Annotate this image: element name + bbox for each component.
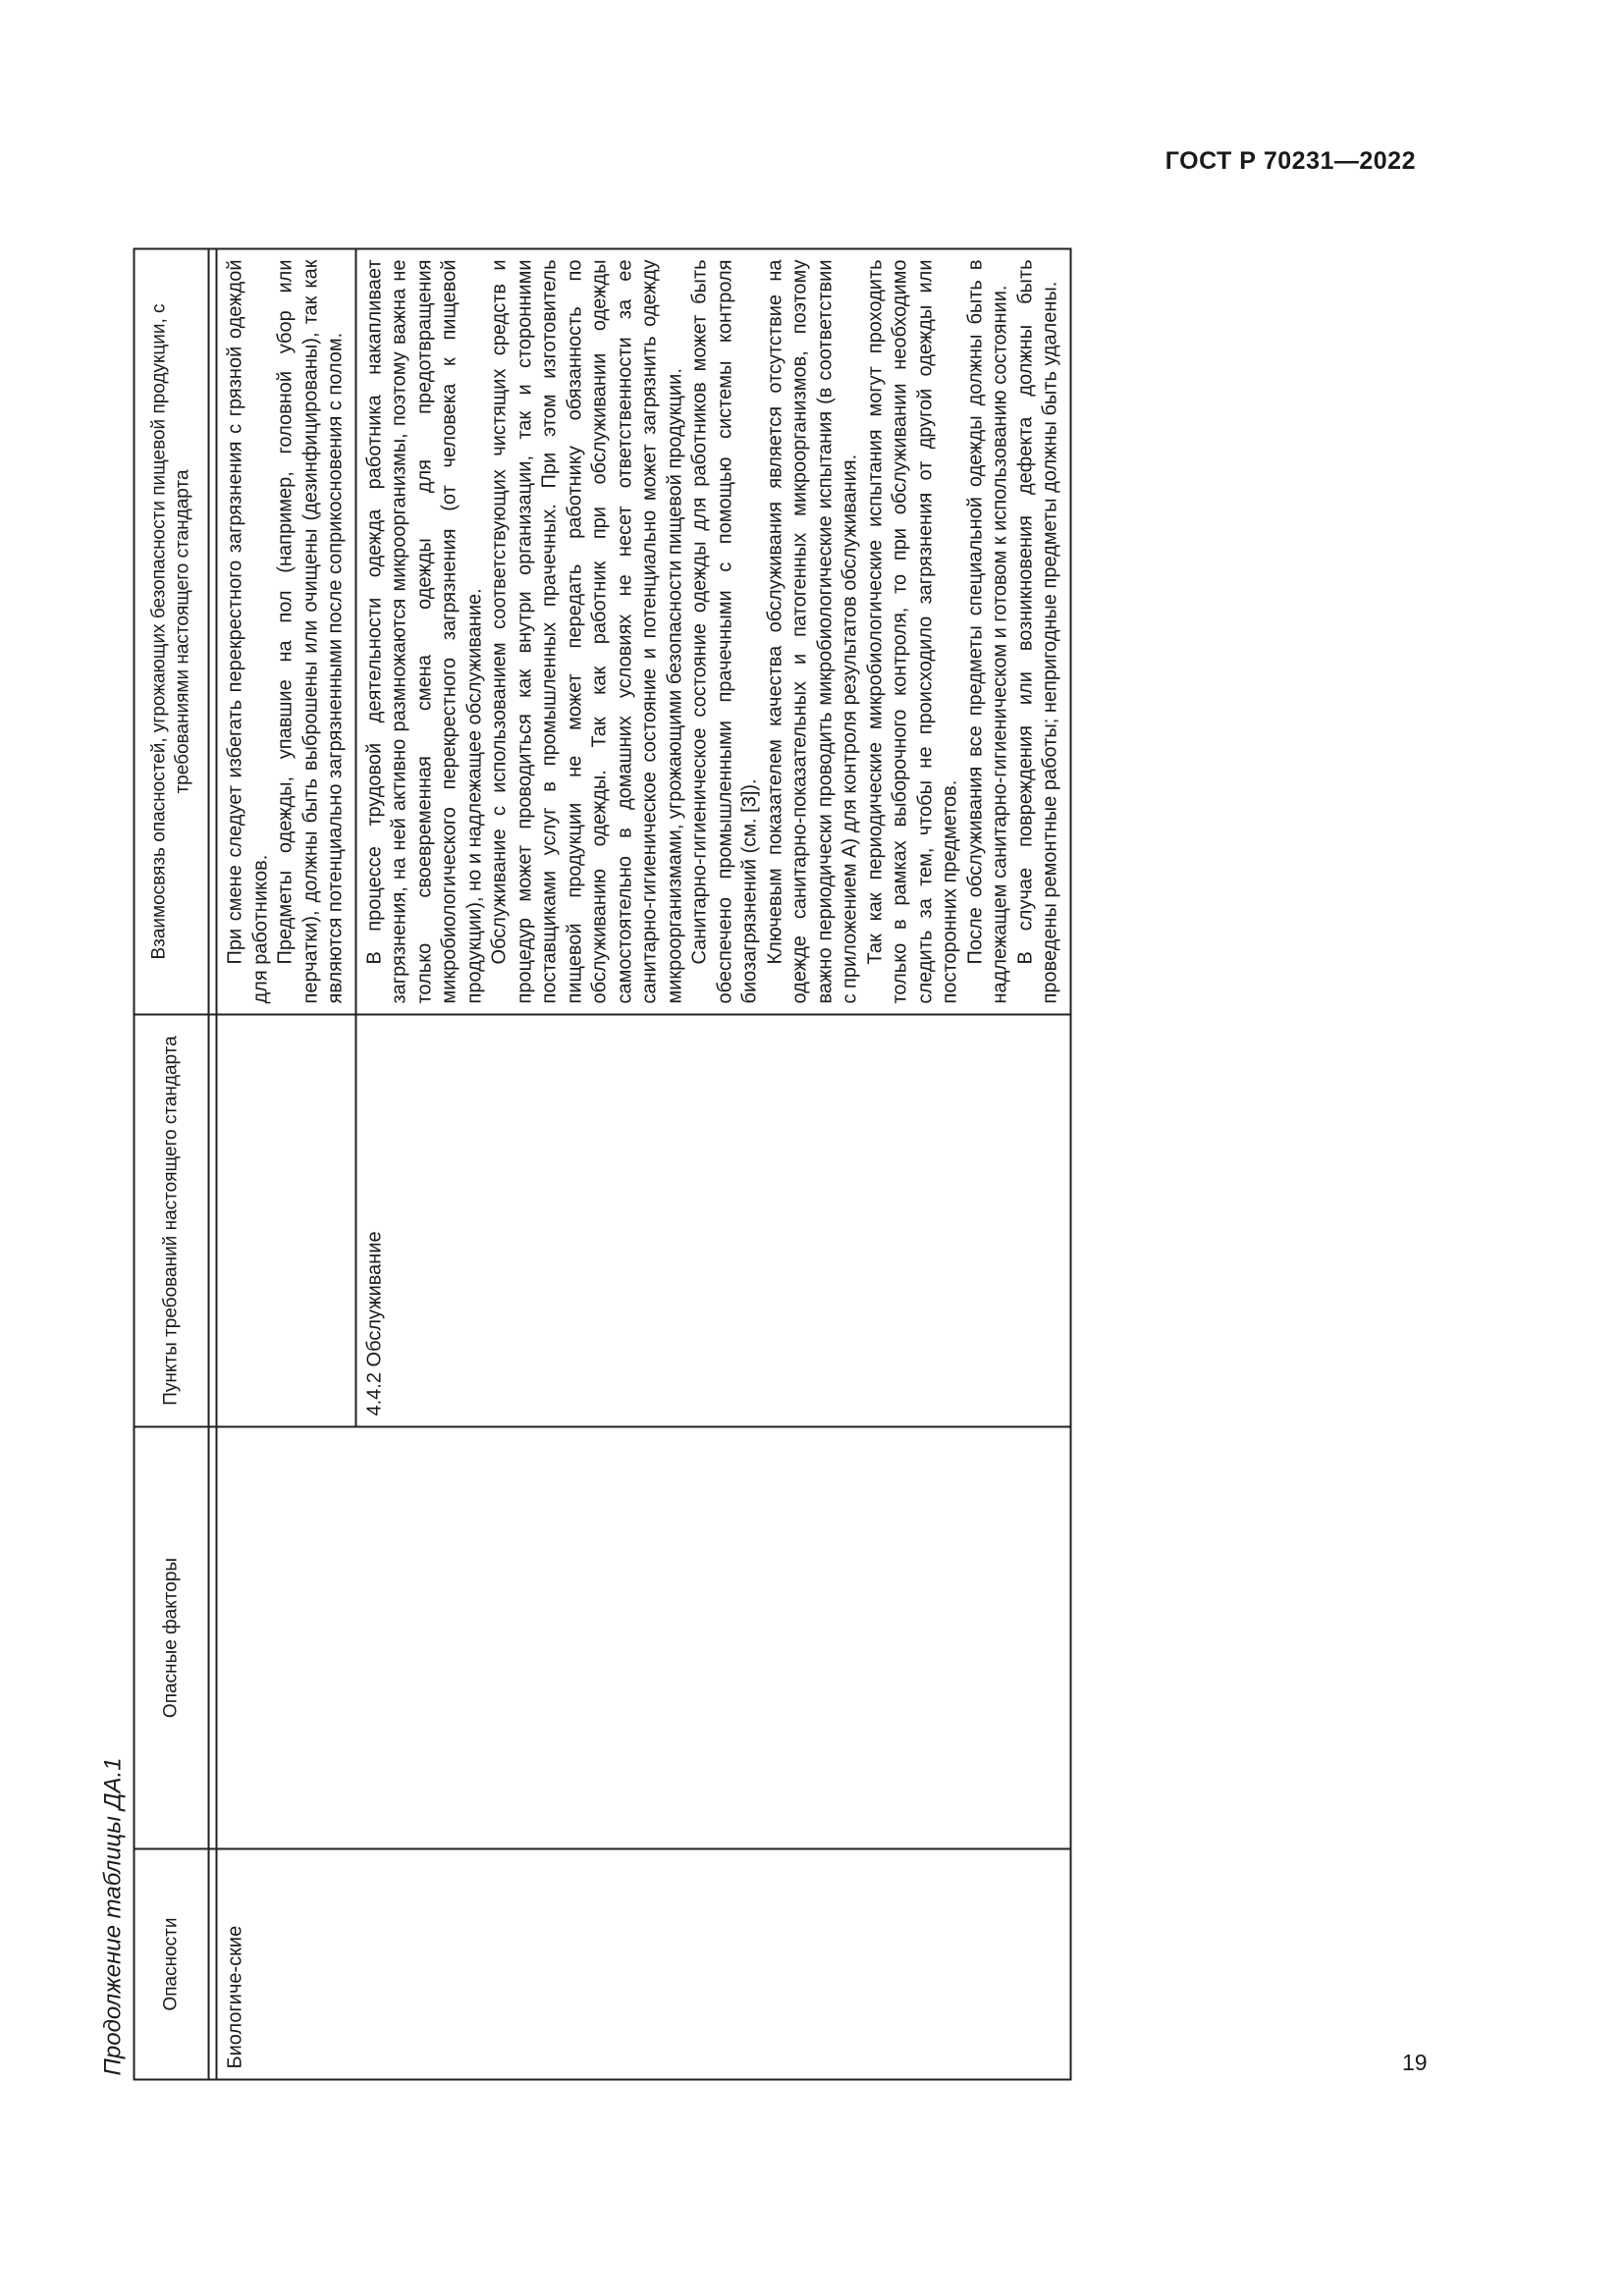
header-hazard-factors: Опасные факторы <box>135 1427 209 1849</box>
hazard-table <box>134 248 1072 2081</box>
header-separator <box>209 249 217 1015</box>
header-separator <box>209 1427 217 1849</box>
page-number: 19 <box>1402 2050 1428 2075</box>
paragraph: Так как периодические микробиологические испытания могут проходить только в рамках выборочного контроля, то при обслуживании необходимо следить за тем, чтобы не происходило загрязнения от другой одежды или посторонних предметов. <box>864 259 961 1004</box>
paragraph: Предметы одежды, упавшие на пол (например, головной убор или перчатки), должны быть выброшены или очищены (дезинфицированы), так как являются потенциально загрязненными после соприкосновения с полом. <box>274 259 347 1004</box>
header-clauses: Пункты требований настоящего стандарта <box>135 1015 209 1427</box>
hazard-factors-cell <box>217 1427 1071 1849</box>
hazard-cell <box>217 1849 1071 2080</box>
paragraph: Санитарно-гигиеническое состояние одежды для работников может быть обеспечено промышленными прачечными с помощью системы контроля биозагрязнений (см. [3]). <box>688 259 761 1004</box>
standard-code: ГОСТ Р 70231—2022 <box>1164 147 1416 175</box>
hazard-label: Биологиче-ские <box>224 1925 246 2069</box>
paragraph: В процессе трудовой деятельности одежда работника накапливает загрязнения, на ней активно размножаются микроорганизмы, поэтому важна не только своевременная смена одежды для предотвращения микробиологического перекрестного загрязнения (от человека к пищевой продукции), но и надлежащее обслуживание. <box>363 259 485 1004</box>
header-separator <box>209 1849 217 2080</box>
relationship-cell <box>355 249 1070 1015</box>
rotated-table-block <box>94 240 1428 2081</box>
table-caption: Продолжение таблицы ДА.1 <box>99 1757 127 2076</box>
header-separator <box>209 1015 217 1427</box>
paragraph: После обслуживания все предметы специальной одежды должны быть в надлежащем санитарно-гигиеническом и готовом к использованию состоянии. <box>964 259 1011 1004</box>
clause-cell <box>355 1015 1070 1427</box>
paragraph: Обслуживание с использованием соответствующих чистящих средств и процедур может проводиться как внутри организации, так и сторонними поставщиками услуг в промышленных прачечных. При этом изготовитель пищевой продукции не может передать работнику обязанность по обслуживанию одежды. Так как работник при обслуживании одежды самостоятельно в домашних условиях не несет ответственности за ее санитарно-гигиеническое состояние и потенциально может загрязнить одежду микроорганизмами, угрожающими безопасности пищевой продукции. <box>488 259 685 1004</box>
paragraph: При смене следует избегать перекрестного загрязнения с грязной одеждой для работников. <box>224 259 271 1004</box>
table-row <box>217 249 356 2080</box>
paragraph: Ключевым показателем качества обслуживания является отсутствие на одежде санитарно-показательных и патогенных микроорганизмов, поэтому важно периодически проводить микробиологические испытания (в соответствии с приложением А) для контроля результатов обслуживания. <box>764 259 861 1004</box>
paragraph: В случае повреждения или возникновения дефекта должны быть проведены ремонтные работы; непригодные предметы должны быть удалены. <box>1014 259 1061 1004</box>
header-relationship: Взаимосвязь опасностей, угрожающих безопасности пищевой продукции, с требованиями настоящего стандарта <box>135 249 209 1015</box>
clause-cell <box>217 1015 356 1427</box>
header-hazards: Опасности <box>135 1849 209 2080</box>
relationship-cell <box>217 249 356 1015</box>
clause-label: 4.4.2 Обслуживание <box>363 1231 385 1416</box>
